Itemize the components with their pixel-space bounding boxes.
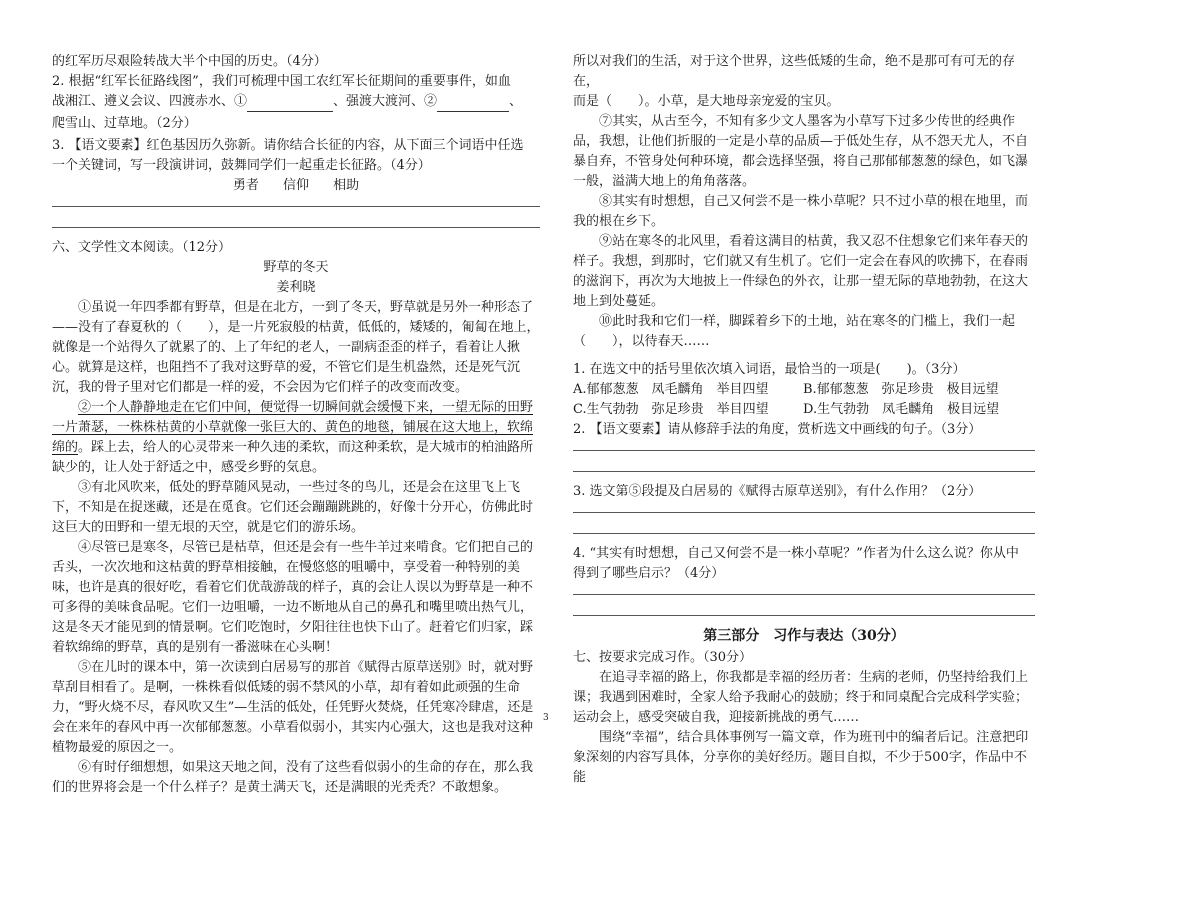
- section-heading: 七、按要求完成习作。（30分）: [573, 650, 753, 665]
- question-2: 2. 【语文要素】请从修辞手法的角度，赏析选文中画线的句子。（3分）: [573, 422, 982, 437]
- question-2-blanks: [52, 92, 540, 112]
- section-heading: 六、文学性文本阅读。（12分）: [52, 240, 232, 255]
- paragraph-1: ①虽说一年四季都有野草，但是在北方，一到了冬天，野草就是另外一种形态了——没有了春夏秋的（ ），是一片死寂般的枯黄，低低的，矮矮的，匍匐在地上，就像是一个站得久了就累了的、上了年纪的老人，一副病歪歪的样子，看着让人揪心。就算是这样，也阻挡不了我对这野草的爱，不管它们是生机盎然，还是死气沉沉，我的骨子里对它们都是一样的爱，不会因为它们样子的改变而改变。: [52, 300, 540, 395]
- underlined-sentence: ②一个人静静地走在它们中间，便觉得一切瞬间就会缓慢下来，一望无际的田野一片萧瑟，一株株枯黄的小草就像一张巨大的、黄色的地毯，铺展在这大地上，软绵绵的: [52, 400, 534, 455]
- keyword: 相助: [333, 178, 360, 193]
- option-d[interactable]: D.生气勃勃 凤毛麟角 极目远望: [803, 402, 1000, 417]
- text-fragment: 、: [509, 94, 523, 109]
- text-line: 得到了哪些启示？（4分）: [573, 566, 725, 581]
- paragraph-2: [52, 398, 540, 478]
- essay-prompt-1: 在追寻幸福的路上，你我都是幸福的经历者：生病的老师，仍坚持给我们上课；我遇到困难时，全家人给予我耐心的鼓励；终于和同桌配合完成科学实验；运动会上，感受突破自我，迎接新挑战的勇气……: [573, 670, 1029, 725]
- text-fragment: 战湘江、遵义会议、四渡赤水、①: [52, 94, 248, 109]
- part-heading: 第三部分 习作与表达（30分）: [703, 628, 905, 644]
- question-2: 2. 根据“红军长征路线图”，我们可梳理中国工农红军长征期间的重要事件，如血: [52, 74, 511, 89]
- answer-line[interactable]: [573, 605, 1035, 616]
- paragraph-8: ⑧其实有时想想，自己又何尝不是一株小草呢？只不过小草的根在地里，而我的根在乡下。: [573, 194, 1029, 229]
- keyword: 勇者: [232, 178, 259, 193]
- article-title: 野草的冬天: [263, 260, 329, 275]
- options-row: [573, 400, 1035, 420]
- text-fragment: 。踩上去，给人的心灵带来一种久违的柔软，而这种柔软，是大城市的柏油路所缺少的，让人处于舒适之中，感受乡野的気息。: [52, 440, 534, 475]
- answer-line[interactable]: [52, 217, 540, 228]
- essay-prompt-2: 围绕“幸福”，结合具体事例写一篇文章，作为班刊中的编者后记。注意把印象深刻的内容写具体，分享你的美好经历。题目自拟，不少于500字，作品中不能: [573, 730, 1029, 785]
- question-3: 3. 【语文要素】红色基因历久弥新。请你结合长征的内容，从下面三个词语中任选: [52, 138, 524, 153]
- keyword-list: [52, 176, 540, 196]
- paragraph-5: ⑤在儿时的课本中，第一次读到白居易写的那首《赋得古原草送别》时，就对野草刮目相看了。是啊，一株株看似低矮的弱不禁风的小草，却有着如此顽强的生命力，“野火烧不尽，春风吹又生”—生活的低处，任凭野火焚烧，任凭寒冷肆虐，还是会在来年的春风中再一次郁郁葱葱。小草看似弱小，其实内心强大，这也是我对这种植物最爱的原因之一。: [52, 660, 534, 755]
- answer-line[interactable]: [573, 523, 1035, 534]
- text-line: 一个关键词，写一段演讲词，鼓舞同学们一起重走长征路。（4分）: [52, 158, 431, 173]
- answer-blank-2[interactable]: [437, 97, 509, 112]
- option-a[interactable]: A.郁郁葱葱 凤毛麟角 举目四望: [573, 382, 769, 397]
- answer-blank-1[interactable]: [247, 97, 333, 112]
- paragraph-4: ④尽管已是寒冬，尽管已是枯草，但还是会有一些牛羊过来啃食。它们把自己的舌头，一次次地和这枯黄的野草相接触，在慢悠悠的咀嚼中，享受着一种特别的美味，也许是真的很好吃，看着它们优哉游哉的样子，真的会让人误以为野草是一种不可多得的美味食品呢。它们一边咀嚼，一边不断地从自己的鼻孔和嘴里喷出热气儿，这是冬天才能见到的情景啊。它们吃饱时，夕阳往往也快下山了。赶着它们归家，踩着软绵绵的野草，真的是别有一番滋味在心头啊！: [52, 540, 534, 655]
- article-author: 姜利晓: [276, 280, 316, 295]
- text-line: 爬雪山、过草地。（2分）: [52, 116, 197, 131]
- paragraph-3: ③有北风吹来，低处的野草随风晃动，一些过冬的鸟儿，还是会在这里飞上飞下，不知是在捉迷藏，还是在觅食。它们还会蹦蹦跳跳的，好像十分开心，仿佛此时这巨大的田野和一望无垠的天空，就是它们的游乐场。: [52, 480, 534, 535]
- paragraph-6: ⑥有时仔细想想，如果这天地之间，没有了这些看似弱小的生命的存在，那么我们的世界将会是一个什么样子？是黄土满天飞，还是满眼的光秃秃？不敢想象。: [52, 760, 534, 795]
- keyword: 信仰: [282, 178, 309, 193]
- answer-line[interactable]: [573, 584, 1035, 595]
- question-4: 4. “其实有时想想，自己又何尝不是一株小草呢？”作者为什么这么说？你从中: [573, 546, 1019, 561]
- paragraph-10: ⑩此时我和它们一样，脚踩着乡下的土地，站在寒冬的门槛上，我们一起（ ），以待春天……: [573, 314, 1016, 349]
- text-fragment: 、强渡大渡河、②: [333, 94, 438, 109]
- text-line: 而是（ ）。小草，是大地母亲宠爱的宝贝。: [573, 94, 840, 109]
- paragraph-9: ⑨站在寒冬的北风里，看着这满目的枯黄，我又忍不住想象它们来年春天的样子。我想，到那时，它们就又有生机了。它们一定会在春风的吹拂下，在春雨的滋润下，再次为大地披上一件绿色的外衣，让那一望无际的草地勃勃，在这大地上到处蔓延。: [573, 234, 1029, 309]
- text-line: 的红军历尽艰险转战大半个中国的历史。（4分）: [52, 54, 327, 69]
- answer-line[interactable]: [573, 440, 1035, 451]
- answer-line[interactable]: [52, 196, 540, 207]
- left-column: [52, 52, 540, 798]
- answer-line[interactable]: [573, 502, 1035, 513]
- question-1: 1. 在选文中的括号里依次填入词语，最恰当的一项是( )。（3分）: [573, 362, 966, 377]
- answer-line[interactable]: [573, 461, 1035, 472]
- option-b[interactable]: B.郁郁葱葱 弥足珍贵 极目远望: [803, 382, 999, 397]
- question-3: 3. 选文第⑤段提及白居易的《赋得古原草送别》，有什么作用？（2分）: [573, 484, 982, 499]
- text-line: 所以对我们的生活，对于这个世界，这些低矮的生命，绝不是那可有可无的存在，: [573, 54, 1016, 89]
- right-column: [573, 52, 1035, 788]
- options-row: [573, 380, 1035, 400]
- option-c[interactable]: C.生气勃勃 弥足珍贵 举目四望: [573, 402, 769, 417]
- paragraph-7: ⑦其实，从古至今，不知有多少文人墨客为小草写下过多少传世的经典作品，我想，让他们折服的一定是小草的品质—于低处生存，从不怨天尤人，不自暴自弃，不管身处何种环境，都会选择坚强，将自己那郁郁葱葱的绿色，如飞瀑一般，溢满大地上的角角落落。: [573, 114, 1029, 189]
- page-number: 3: [543, 713, 549, 723]
